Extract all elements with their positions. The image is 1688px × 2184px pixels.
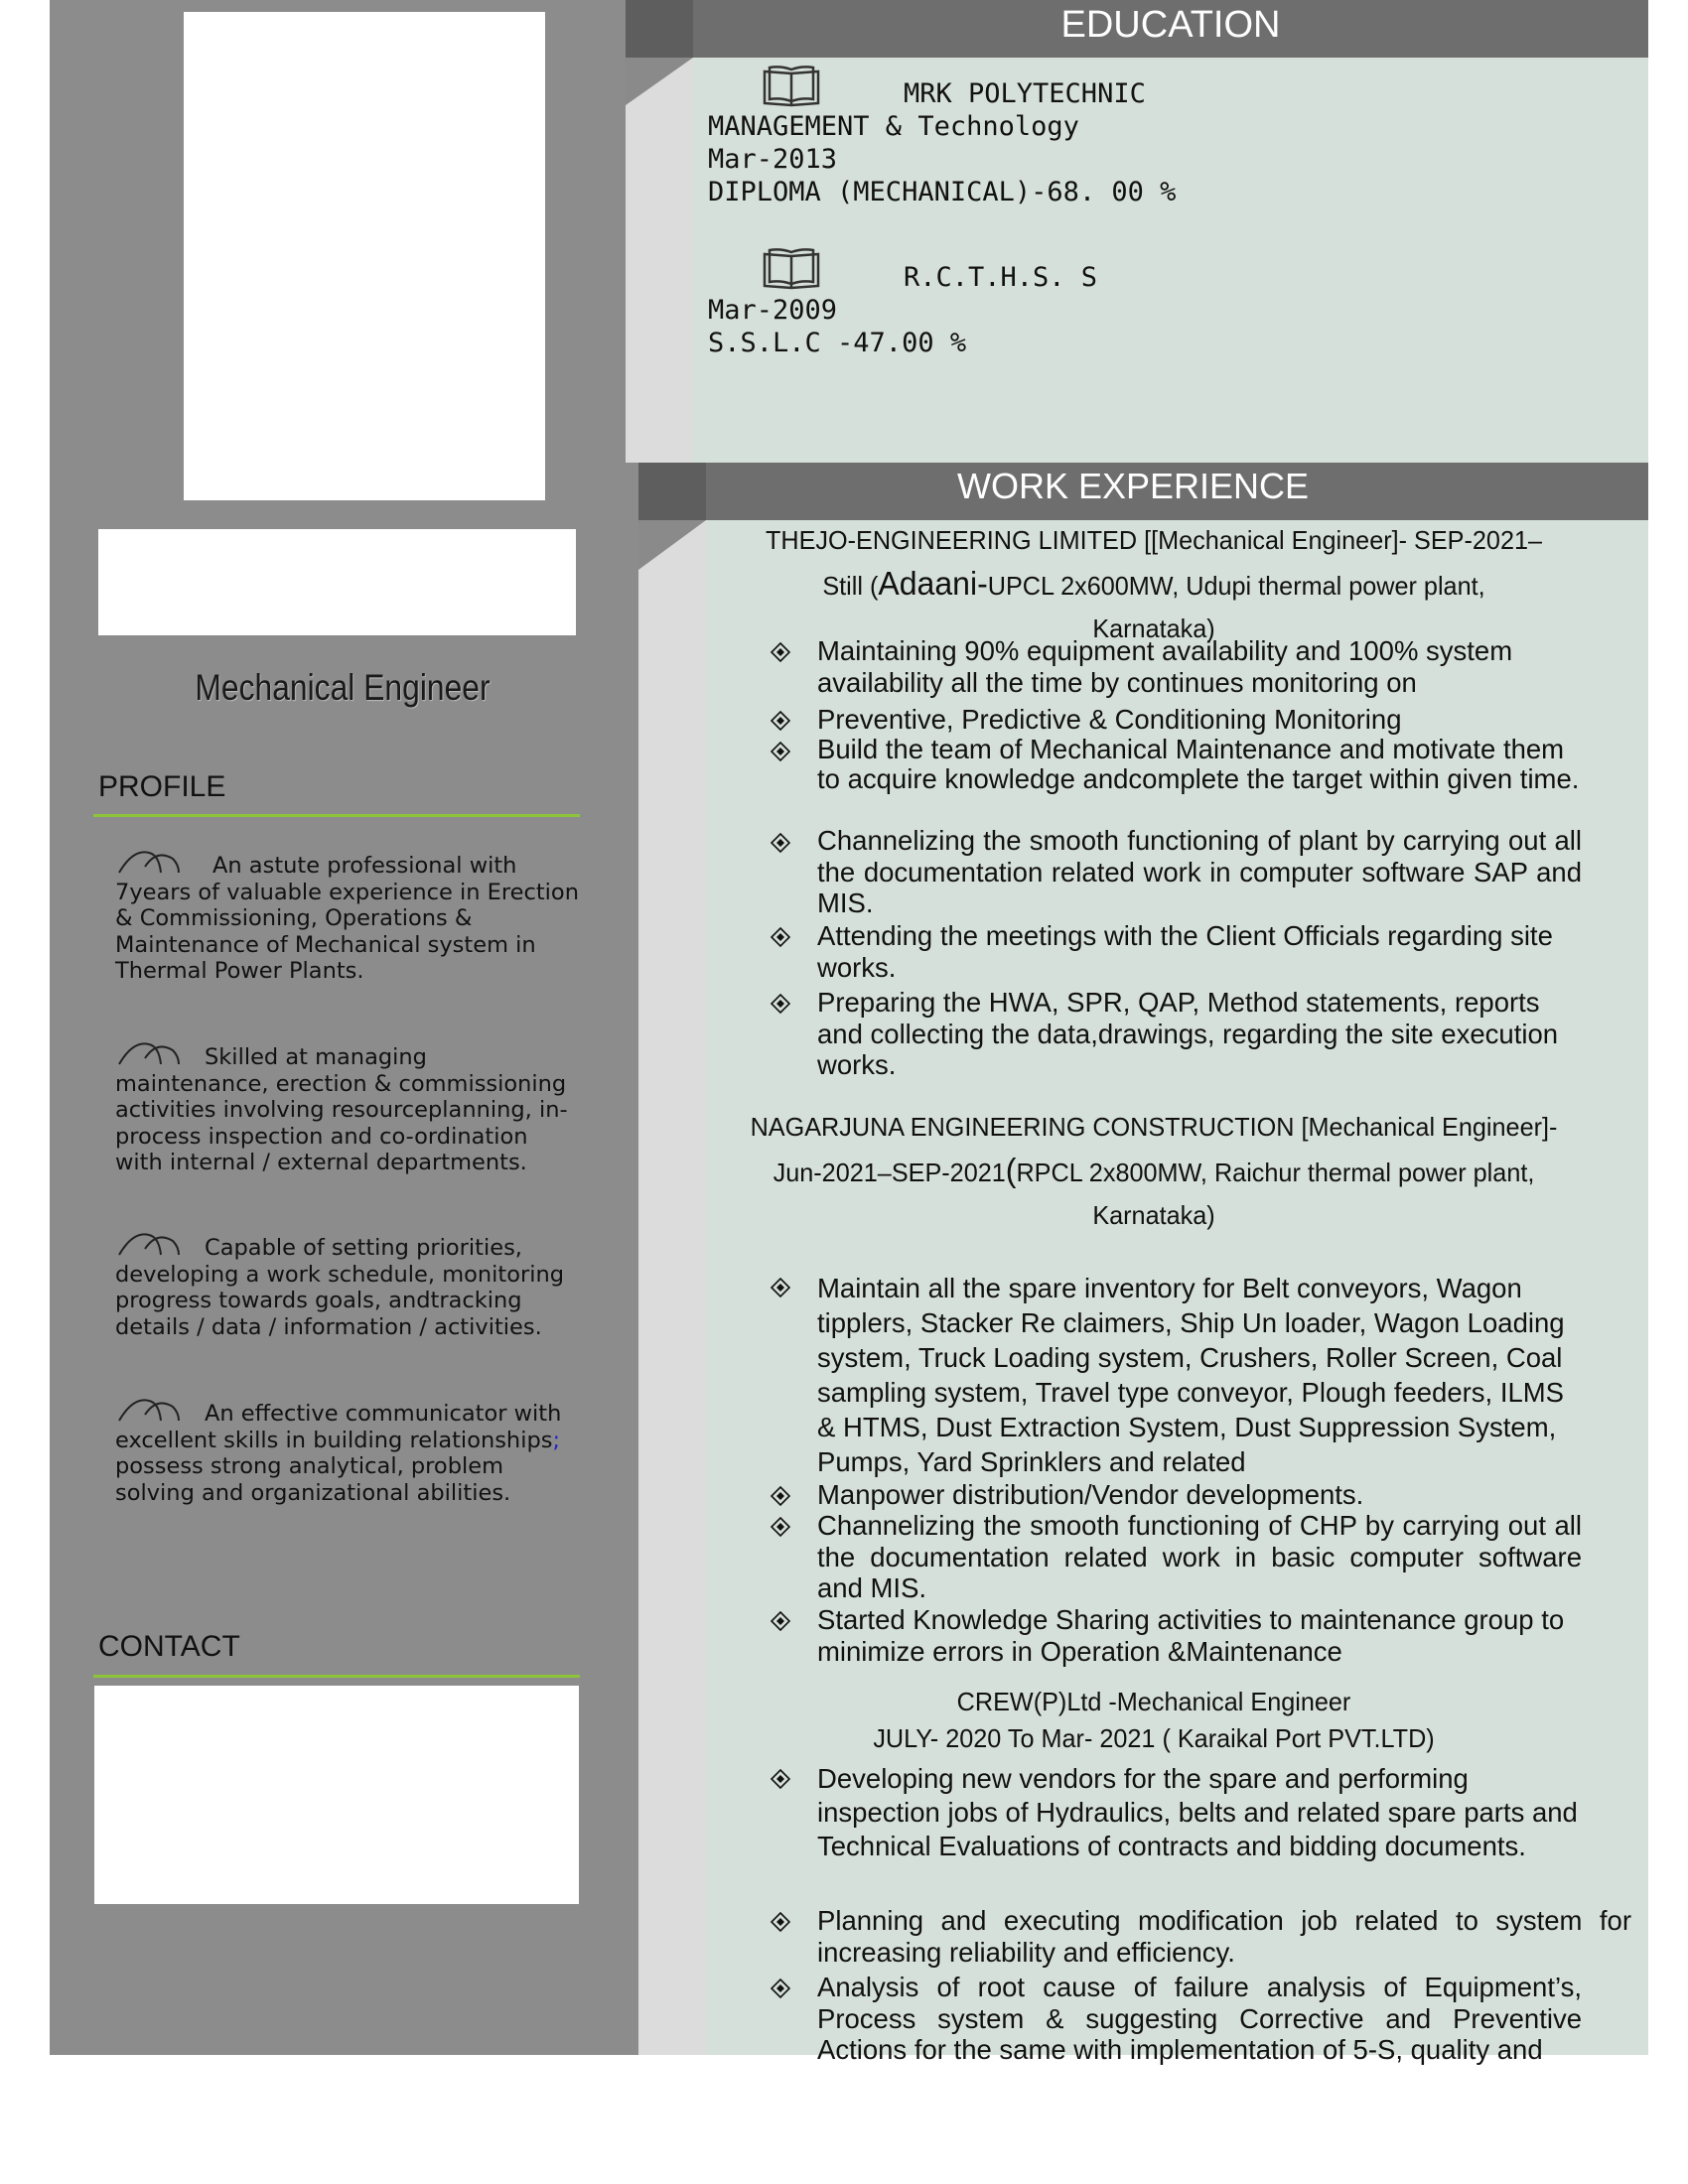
diamond-bullet-icon (771, 1278, 790, 1297)
diamond-bullet-icon (771, 927, 790, 947)
job-2-bullet-2: Manpower distribution/Vendor developments. (817, 1479, 1364, 1510)
diamond-bullet-icon (771, 1611, 790, 1631)
profile-paragraph-3: Capable of setting priorities, developing a work schedule, monitoring progress towards goals, andtracking details / data / information / activities. (115, 1235, 565, 1340)
job-3-bullet-1: Developing new vendors for the spare and performing inspection jobs of Hydraulics, belts and related spare parts and Technical Evaluations of contracts and bidding documents. (817, 1763, 1578, 1861)
diamond-bullet-icon (771, 833, 790, 853)
arc-icon (115, 853, 212, 873)
diamond-bullet-icon (771, 994, 790, 1014)
diamond-bullet-icon (771, 642, 790, 662)
job-2-bullet-4: Started Knowledge Sharing activities to maintenance group to minimize errors in Operation &Maintenance (817, 1604, 1565, 1667)
education-side-strip (626, 58, 693, 463)
arc-icon (115, 1401, 205, 1421)
name-box (98, 529, 576, 635)
job-1-bullet-1: Maintaining 90% equipment availability and 100% system availability all the time by continues monitoring on (817, 635, 1513, 698)
profile-divider (93, 814, 580, 817)
job-2-bullet-3: Channelizing the smooth functioning of CHP by carrying out all the documentation related work in basic computer software and MIS. (817, 1510, 1582, 1603)
education-result: S.S.L.C -47.00 % (708, 328, 967, 358)
book-icon (761, 248, 822, 292)
job-3-header: CREW(P)Ltd -Mechanical Engineer JULY- 2020 To Mar- 2021 ( Karaikal Port PVT.LTD) (873, 1687, 1435, 1753)
job-3-bullet-3: Analysis of root cause of failure analysis of Equipment’s, Process system & suggesting Corrective and Preventive Actions for the same with implementation of 5-S, quality and (817, 1972, 1582, 2065)
diamond-bullet-icon (771, 1517, 790, 1537)
contact-box (94, 1686, 579, 1904)
arc-icon (115, 1044, 205, 1064)
education-institution: R.C.T.H.S. S (904, 262, 1098, 293)
education-heading: EDUCATION (1060, 4, 1281, 46)
experience-fold (638, 520, 706, 570)
contact-divider (93, 1675, 580, 1678)
profile-heading: PROFILE (98, 770, 226, 803)
job-1-bullet-2: Preventive, Predictive & Conditioning Monitoring (817, 704, 1402, 735)
diamond-bullet-icon (771, 1912, 790, 1932)
job-1-bullet-5: Attending the meetings with the Client Officials regarding site works. (817, 920, 1553, 983)
arc-icon (115, 1235, 205, 1255)
profile-paragraph-4: An effective communicator with excellent skills in building relationships; possess strong analytical, problem solving and organizational abilities. (115, 1401, 562, 1506)
education-fold (626, 58, 693, 105)
job-2-header: NAGARJUNA ENGINEERING CONSTRUCTION [Mechanical Engineer]- Jun-2021–SEP-2021(RPCL 2x800MW, Raichur thermal power plant, Karnataka) (750, 1112, 1558, 1230)
education-result: DIPLOMA (MECHANICAL)-68. 00 % (708, 177, 1177, 207)
diamond-bullet-icon (771, 1979, 790, 1998)
diamond-bullet-icon (771, 1486, 790, 1506)
diamond-bullet-icon (771, 1769, 790, 1789)
education-date: Mar-2013 (708, 144, 838, 175)
education-date: Mar-2009 (708, 295, 838, 326)
job-1-header: THEJO-ENGINEERING LIMITED [[Mechanical Engineer]- SEP-2021– Still (Adaani-UPCL 2x600MW, Udupi thermal power plant, Karnataka) (765, 525, 1543, 643)
experience-side-strip (638, 520, 706, 2055)
diamond-bullet-icon (771, 742, 790, 761)
profile-paragraph-2: Skilled at managing maintenance, erection & commissioning activities involving resourceplanning, in-process inspection and co-ordination with internal / external departments. (115, 1044, 568, 1175)
job-1-bullet-3: Build the team of Mechanical Maintenance and motivate them to acquire knowledge andcomplete the target within given time. (817, 734, 1580, 794)
education-institution: MRK POLYTECHNIC (904, 78, 1146, 109)
job-3-bullet-2: Planning and executing modification job related to system for increasing reliability and efficiency. (817, 1905, 1631, 1968)
experience-heading: WORK EXPERIENCE (956, 466, 1310, 506)
job-2-bullet-1: Maintain all the spare inventory for Belt conveyors, Wagon tipplers, Stacker Re claimers, Ship Un loader, Wagon Loading system, Truck Loading system, Crushers, Roller Screen, Coal sampling system, Travel type conveyor, Plough feeders, ILMS & HTMS, Dust Extraction System, Dust Suppression System, Pumps, Yard Sprinklers and related (817, 1273, 1565, 1477)
job-title: Mechanical Engineer (195, 667, 491, 708)
book-icon (761, 66, 822, 109)
profile-photo-placeholder (184, 12, 545, 500)
sidebar (50, 0, 638, 2055)
diamond-bullet-icon (771, 711, 790, 731)
contact-heading: CONTACT (98, 1630, 240, 1663)
profile-paragraph-1: An astute professional with 7years of valuable experience in Erection & Commissioning, Operations & Maintenance of Mechanical system in Thermal Power Plants. (115, 853, 579, 984)
job-1-bullet-4: Channelizing the smooth functioning of plant by carrying out all the documentation related work in computer software SAP and MIS. (817, 825, 1582, 918)
education-institution-line2: MANAGEMENT & Technology (708, 111, 1079, 142)
job-1-bullet-6: Preparing the HWA, SPR, QAP, Method statements, reports and collecting the data,drawings, regarding the site execution works. (817, 987, 1559, 1080)
